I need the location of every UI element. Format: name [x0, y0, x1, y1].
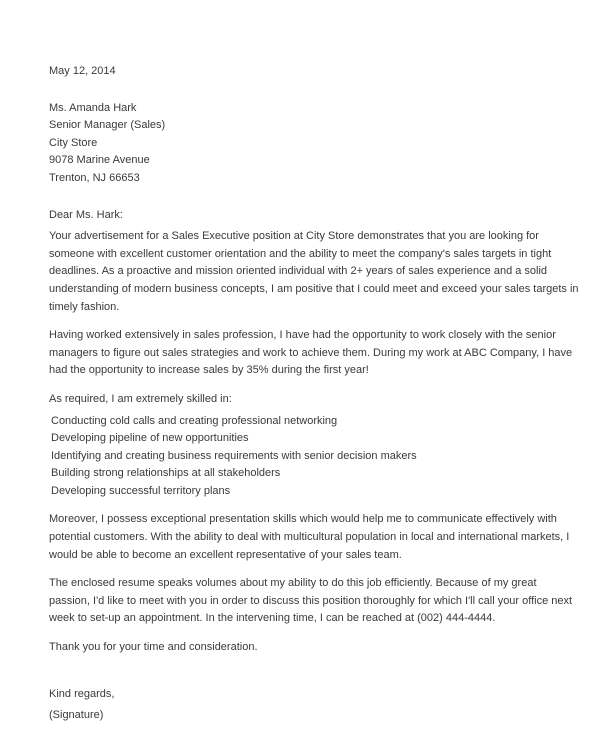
text-line: passion, I'd like to meet with you in order to discuss this position thoroughly for which I'll call your office next [49, 594, 573, 607]
list-item: Developing successful territory plans [51, 484, 231, 497]
closing: Kind regards, [49, 687, 115, 700]
recipient-company: City Store [49, 136, 98, 149]
list-item: Identifying and creating business requirements with senior decision makers [51, 449, 417, 462]
list-item: Conducting cold calls and creating professional networking [51, 414, 338, 427]
text-line: week to set-up an appointment. In the intervening time, I can be reached at (002) 444-4444. [49, 612, 496, 625]
text-line: someone with excellent customer orientation and the ability to meet the company's sales targets in tight [49, 247, 552, 260]
recipient-street: 9078 Marine Avenue [49, 154, 150, 167]
recipient-name: Ms. Amanda Hark [49, 101, 137, 114]
skills-list [49, 413, 579, 501]
paragraph-experience [49, 327, 579, 380]
thanks-line: Thank you for your time and consideration. [49, 641, 258, 654]
salutation: Dear Ms. Hark: [49, 208, 123, 221]
recipient-city: Trenton, NJ 66653 [49, 171, 140, 184]
text-line: Your advertisement for a Sales Executive position at City Store demonstrates that you are looking for [49, 230, 539, 243]
cover-letter [49, 63, 579, 725]
paragraph-intro [49, 228, 579, 316]
recipient-address [49, 100, 579, 188]
paragraph-skills [49, 511, 579, 564]
text-line: deadlines. As a proactive and mission oriented individual with 2+ years of sales experience and a solid [49, 265, 548, 278]
skills-intro: As required, I am extremely skilled in: [49, 392, 232, 405]
text-line: managers to figure out sales strategies and work to achieve them. During my work at ABC Company, I have [49, 346, 573, 359]
letter-date: May 12, 2014 [49, 65, 116, 77]
text-line: had the opportunity to increase sales by 35% during the first year! [49, 364, 369, 377]
text-line: potential customers. With the ability to deal with multicultural population in local and international markets, I [49, 531, 570, 544]
list-item: Developing pipeline of new opportunities [51, 432, 249, 445]
list-item: Building strong relationships at all stakeholders [51, 467, 281, 480]
text-line: understanding of modern business concepts, I am positive that I could meet and exceed your sales targets in [49, 282, 579, 295]
paragraph-closing [49, 575, 579, 628]
text-line: Moreover, I possess exceptional presentation skills which would help me to communicate effectively with [49, 513, 557, 526]
signature: (Signature) [49, 709, 104, 722]
text-line: timely fashion. [49, 300, 120, 313]
recipient-title: Senior Manager (Sales) [49, 119, 166, 132]
text-line: The enclosed resume speaks volumes about my ability to do this job efficiently. Because of my great [49, 577, 537, 590]
text-line: Having worked extensively in sales profession, I have had the opportunity to work closely with the senior [49, 329, 556, 342]
text-line: would be able to become an excellent representative of your sales team. [49, 548, 402, 561]
